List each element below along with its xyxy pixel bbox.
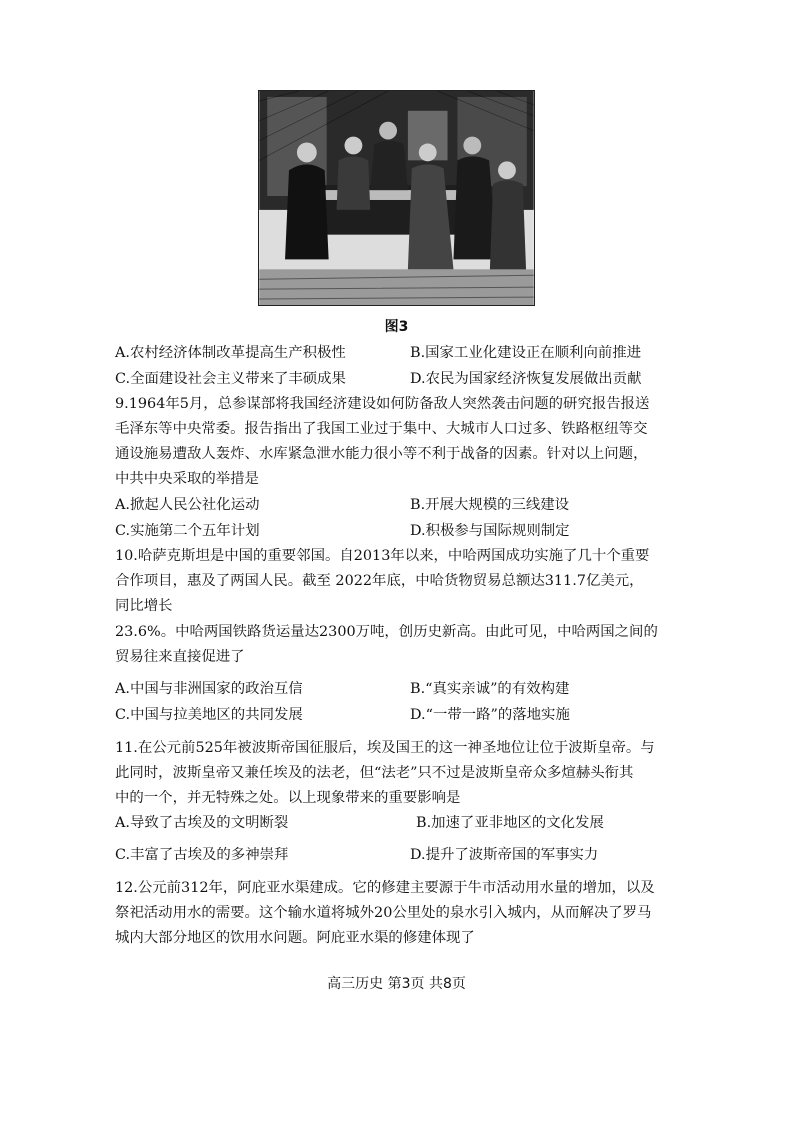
- q10-stem-line: 10.哈萨克斯坦是中国的重要邻国。自2013年以来，中哈两国成功实施了几十个重要: [115, 548, 650, 564]
- q10-option-d: D.“一带一路”的落地实施: [410, 707, 570, 723]
- q9-option-a: A.掀起人民公社化运动: [115, 497, 260, 513]
- q9-option-d: D.积极参与国际规则制定: [410, 523, 570, 539]
- q11-option-a: A.导致了古埃及的文明断裂: [115, 815, 289, 831]
- q11-option-b: B.加速了亚非地区的文化发展: [416, 815, 604, 831]
- q9-option-c: C.实施第二个五年计划: [115, 523, 260, 539]
- figure-caption: 图3: [384, 319, 409, 335]
- woodcut-illustration-image: [259, 91, 534, 305]
- q11-stem-line: 此同时，波斯皇帝又兼任埃及的法老，但“法老”只不过是波斯皇帝众多煊赫头衔其: [115, 765, 634, 781]
- page-footer: 高三历史 第3页 共8页: [327, 976, 466, 992]
- q9-stem-line: 毛泽东等中央常委。报告指出了我国工业过于集中、大城市人口过多、铁路枢纽等交: [115, 421, 648, 437]
- q11-stem-line: 中的一个，并无特殊之处。以上现象带来的重要影响是: [115, 790, 461, 806]
- q8-option-c: C.全面建设社会主义带来了丰硕成果: [115, 371, 346, 387]
- figure-3-illustration: [258, 90, 535, 306]
- q10-option-a: A.中国与非洲国家的政治互信: [115, 681, 303, 697]
- q12-stem-line: 12.公元前312年，阿庇亚水渠建成。它的修建主要源于牛市活动用水量的增加，以及: [115, 880, 655, 896]
- q10-stem-line: 23.6%。中哈两国铁路货运量达2300万吨，创历史新高。由此可见，中哈两国之间的: [115, 624, 658, 640]
- q9-stem-line: 通设施易遭敌人轰炸、水库紧急泄水能力很小等不利于战备的因素。针对以上问题，: [115, 446, 648, 462]
- q10-stem-line: 合作项目，惠及了两国人民。截至 2022年底，中哈货物贸易总额达311.7亿美元，: [115, 573, 644, 589]
- q8-option-b: B.国家工业化建设正在顺利向前推进: [410, 345, 642, 361]
- q10-stem-line: 贸易往来直接促进了: [115, 649, 245, 665]
- q9-stem-line: 中共中央采取的举措是: [115, 471, 259, 487]
- q8-option-a: A.农村经济体制改革提高生产积极性: [115, 345, 346, 361]
- q9-stem-line: 9.1964年5月，总参谋部将我国经济建设如何防备敌人突然袭击问题的研究报告报送: [115, 396, 650, 412]
- q8-option-d: D.农民为国家经济恢复发展做出贡献: [410, 371, 642, 387]
- q11-option-c: C.丰富了古埃及的多神崇拜: [115, 847, 289, 863]
- q9-option-b: B.开展大规模的三线建设: [410, 497, 570, 513]
- q10-option-b: B.“真实亲诚”的有效构建: [410, 681, 570, 697]
- q11-option-d: D.提升了波斯帝国的军事实力: [410, 847, 599, 863]
- q10-option-c: C.中国与拉美地区的共同发展: [115, 707, 303, 723]
- q12-stem-line: 城内大部分地区的饮用水问题。阿庇亚水渠的修建体现了: [115, 930, 475, 946]
- q10-stem-line: 同比增长: [115, 598, 173, 614]
- q12-stem-line: 祭祀活动用水的需要。这个输水道将城外20公里处的泉水引入城内，从而解决了罗马: [115, 905, 652, 921]
- q11-stem-line: 11.在公元前525年被波斯帝国征服后，埃及国王的这一神圣地位让位于波斯皇帝。与: [115, 740, 655, 756]
